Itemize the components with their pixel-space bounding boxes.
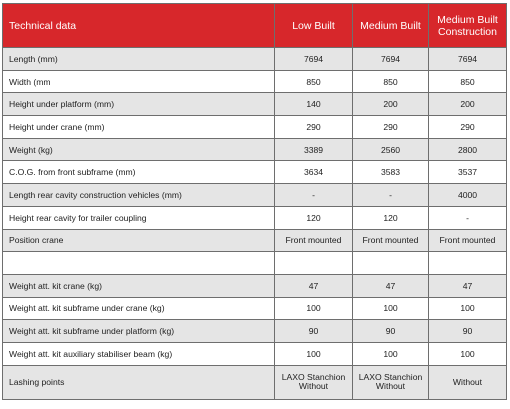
medium-built-construction-value: Without bbox=[429, 365, 507, 399]
medium-built-value: 2560 bbox=[353, 138, 429, 161]
row-label: C.O.G. from front subframe (mm) bbox=[3, 161, 275, 184]
table-row bbox=[3, 297, 507, 320]
table-body bbox=[3, 48, 507, 400]
row-label: Position crane bbox=[3, 229, 275, 252]
technical-data-table-container bbox=[2, 3, 506, 400]
table-row bbox=[3, 48, 507, 71]
table-row bbox=[3, 320, 507, 343]
medium-built-value: 290 bbox=[353, 116, 429, 139]
low-built-value: LAXO Stanchion Without bbox=[275, 365, 353, 399]
header-technical-data: Technical data bbox=[3, 4, 275, 48]
row-label bbox=[3, 252, 275, 275]
table-row bbox=[3, 252, 507, 275]
medium-built-value: 120 bbox=[353, 206, 429, 229]
row-label: Weight att. kit auxiliary stabiliser beam (kg) bbox=[3, 342, 275, 365]
medium-built-construction-value: 7694 bbox=[429, 48, 507, 71]
medium-built-construction-value: 2800 bbox=[429, 138, 507, 161]
header-medium-built-construction: Medium Built Construction bbox=[429, 4, 507, 48]
table-header-row bbox=[3, 4, 507, 48]
table-row bbox=[3, 93, 507, 116]
medium-built-construction-value: 47 bbox=[429, 274, 507, 297]
header-medium-built: Medium Built bbox=[353, 4, 429, 48]
low-built-value: 47 bbox=[275, 274, 353, 297]
medium-built-value bbox=[353, 252, 429, 275]
table-row bbox=[3, 70, 507, 93]
medium-built-value: 100 bbox=[353, 297, 429, 320]
medium-built-construction-value: 850 bbox=[429, 70, 507, 93]
row-label: Length rear cavity construction vehicles (mm) bbox=[3, 184, 275, 207]
low-built-value: Front mounted bbox=[275, 229, 353, 252]
table-row bbox=[3, 138, 507, 161]
table-row bbox=[3, 342, 507, 365]
medium-built-construction-value: 4000 bbox=[429, 184, 507, 207]
medium-built-value: 90 bbox=[353, 320, 429, 343]
row-label: Weight (kg) bbox=[3, 138, 275, 161]
medium-built-value: Front mounted bbox=[353, 229, 429, 252]
medium-built-value: 200 bbox=[353, 93, 429, 116]
low-built-value bbox=[275, 252, 353, 275]
table-row bbox=[3, 161, 507, 184]
medium-built-construction-value: 100 bbox=[429, 297, 507, 320]
table-row bbox=[3, 229, 507, 252]
row-label: Weight att. kit subframe under platform (kg) bbox=[3, 320, 275, 343]
low-built-value: 100 bbox=[275, 342, 353, 365]
row-label: Height rear cavity for trailer coupling bbox=[3, 206, 275, 229]
medium-built-construction-value: 100 bbox=[429, 342, 507, 365]
low-built-value: 3634 bbox=[275, 161, 353, 184]
medium-built-construction-value: 290 bbox=[429, 116, 507, 139]
table-row bbox=[3, 206, 507, 229]
low-built-value: 3389 bbox=[275, 138, 353, 161]
technical-data-table bbox=[2, 3, 507, 400]
medium-built-value: 3583 bbox=[353, 161, 429, 184]
medium-built-value: - bbox=[353, 184, 429, 207]
table-row bbox=[3, 365, 507, 399]
low-built-value: 7694 bbox=[275, 48, 353, 71]
medium-built-value: 100 bbox=[353, 342, 429, 365]
medium-built-construction-value: Front mounted bbox=[429, 229, 507, 252]
medium-built-construction-value: 90 bbox=[429, 320, 507, 343]
medium-built-value: LAXO Stanchion Without bbox=[353, 365, 429, 399]
medium-built-construction-value bbox=[429, 252, 507, 275]
table-row bbox=[3, 274, 507, 297]
medium-built-value: 47 bbox=[353, 274, 429, 297]
low-built-value: 850 bbox=[275, 70, 353, 93]
medium-built-construction-value: - bbox=[429, 206, 507, 229]
table-row bbox=[3, 184, 507, 207]
medium-built-value: 850 bbox=[353, 70, 429, 93]
low-built-value: 140 bbox=[275, 93, 353, 116]
medium-built-value: 7694 bbox=[353, 48, 429, 71]
low-built-value: 90 bbox=[275, 320, 353, 343]
row-label: Lashing points bbox=[3, 365, 275, 399]
row-label: Weight att. kit crane (kg) bbox=[3, 274, 275, 297]
row-label: Height under platform (mm) bbox=[3, 93, 275, 116]
row-label: Weight att. kit subframe under crane (kg) bbox=[3, 297, 275, 320]
row-label: Height under crane (mm) bbox=[3, 116, 275, 139]
row-label: Width (mm bbox=[3, 70, 275, 93]
table-row bbox=[3, 116, 507, 139]
low-built-value: 120 bbox=[275, 206, 353, 229]
low-built-value: 100 bbox=[275, 297, 353, 320]
medium-built-construction-value: 200 bbox=[429, 93, 507, 116]
row-label: Length (mm) bbox=[3, 48, 275, 71]
low-built-value: 290 bbox=[275, 116, 353, 139]
low-built-value: - bbox=[275, 184, 353, 207]
header-low-built: Low Built bbox=[275, 4, 353, 48]
medium-built-construction-value: 3537 bbox=[429, 161, 507, 184]
